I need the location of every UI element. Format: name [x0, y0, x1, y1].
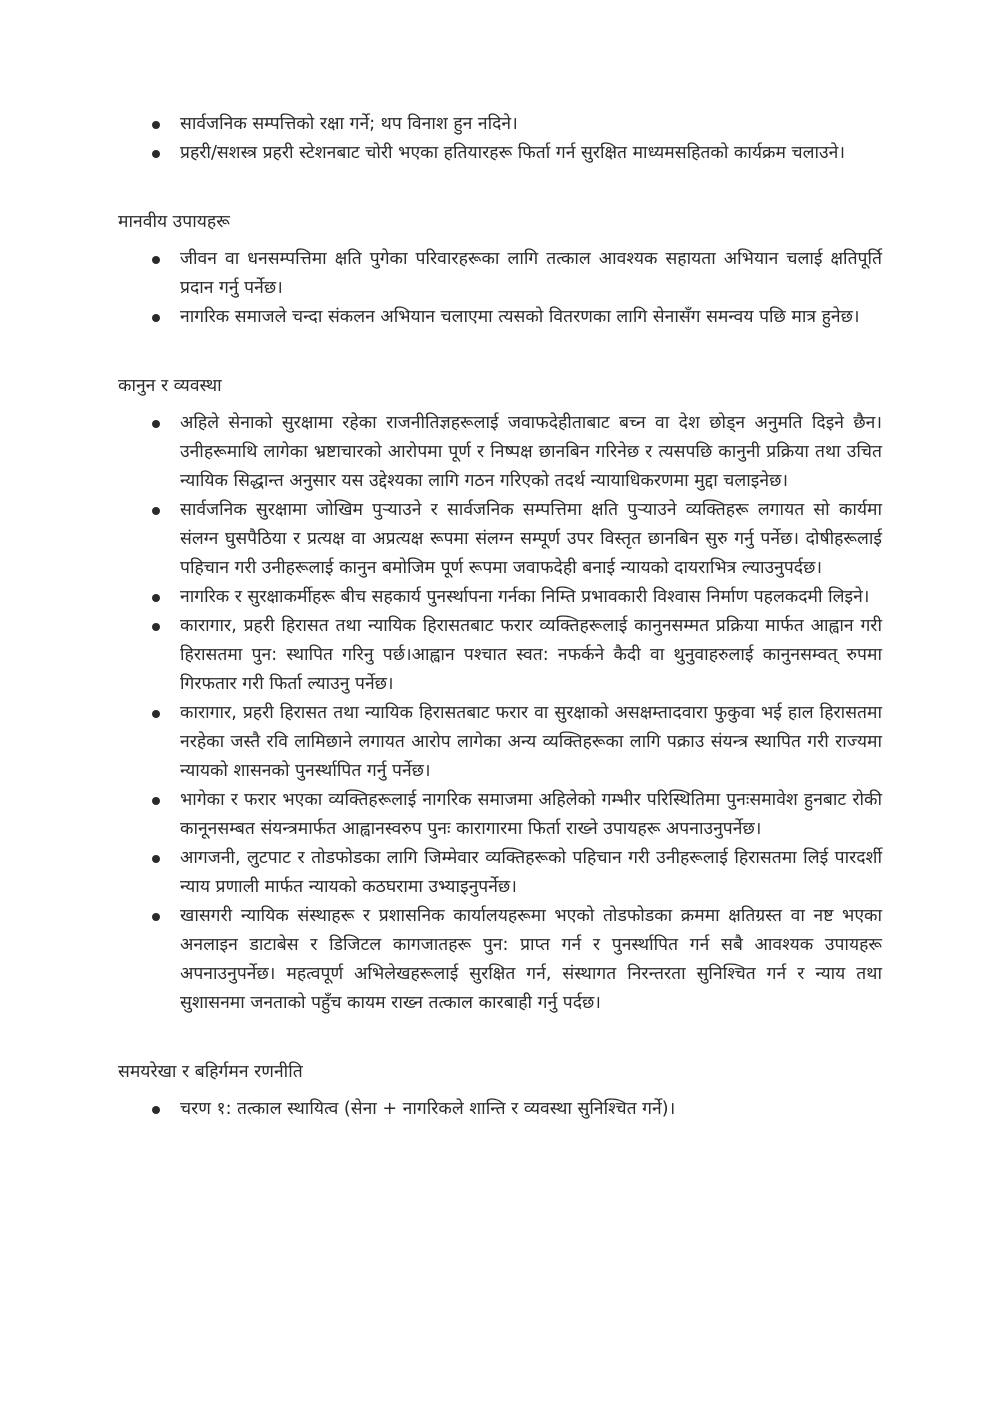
bullet-icon: [152, 121, 160, 129]
list-item: [180, 612, 882, 699]
list-item-text: चरण १: तत्काल स्थायित्व (सेना + नागरिकले शान्ति र व्यवस्था सुनिश्चित गर्ने)।: [180, 1099, 676, 1119]
section-heading-law-order: कानुन र व्यवस्था: [118, 376, 222, 396]
list-item-text: खासगरी न्यायिक संस्थाहरू र प्रशासनिक कार्यालयहरूमा भएको तोडफोडका क्रममा क्षतिग्रस्त वा नष्ट भएका अनलाइन डाटाबेस र डिजिटल कागजातहरू पुन: प्राप्त गर्न र पुनर्स्थापित गर्न सबै आवश्यक उपायहरू अपनाउनुपर्नेछ। महत्वपूर्ण अभिलेखहरूलाई सुरक्षित गर्न, संस्थागत निरन्तरता सुनिश्चित गर्न र न्याय तथा सुशासनमा जनताको पहुँच कायम राख्न तत्काल कारबाही गर्नु पर्दछ।: [180, 906, 882, 1013]
list-item-text: नागरिक र सुरक्षाकर्मीहरू बीच सहकार्य पुनर्स्थापना गर्नका निम्ति प्रभावकारी विश्वास निर्माण पहलकदमी लिइने।: [180, 587, 870, 607]
list-item: [180, 1095, 882, 1124]
humanitarian-bullet-list: [118, 245, 882, 332]
bullet-icon: [152, 314, 160, 322]
list-item-text: कारागार, प्रहरी हिरासत तथा न्यायिक हिरासतबाट फरार वा सुरक्षाको असक्षम्तादवारा फुकुवा भई हाल हिरासतमा नरहेका जस्तै रवि लामिछाने लगायत आरोप लागेका अन्य व्यक्तिहरूका लागि पक्राउ संयन्त्र स्थापित गरी राज्यमा न्यायको शासनको पुनर्स्थापित गर्नु पर्नेछ।: [180, 703, 882, 781]
bullet-icon: [152, 913, 160, 921]
section-heading-timeline: समयरेखा र बहिर्गमन रणनीति: [118, 1062, 303, 1082]
list-item: [180, 583, 882, 612]
list-item: [180, 844, 882, 902]
list-item-text: सार्वजनिक सुरक्षामा जोखिम पुर्‍याउने र सार्वजनिक सम्पत्तिमा क्षति पुर्‍याउने व्यक्तिहरू लगायत सो कार्यमा संलग्न घुसपैठिया र प्रत्यक्ष वा अप्रत्यक्ष रूपमा संलग्न सम्पूर्ण उपर विस्तृत छानबिन सुरु गर्नु पर्नेछ। दोषीहरूलाई पहिचान गरी उनीहरूलाई कानुन बमोजिम पूर्ण रूपमा जवाफदेही बनाई न्यायको दायराभित्र ल्याउनुपर्दछ।: [180, 500, 882, 578]
list-item-text: आगजनी, लुटपाट र तोडफोडका लागि जिम्मेवार व्यक्तिहरूको पहिचान गरी उनीहरूलाई हिरासतमा लिई पारदर्शी न्याय प्रणाली मार्फत न्यायको कठघरामा उभ्याइनुपर्नेछ।: [180, 848, 882, 897]
bullet-icon: [152, 1106, 160, 1114]
bullet-icon: [152, 150, 160, 158]
law-order-bullet-list: [118, 409, 882, 1018]
list-item-text: अहिले सेनाको सुरक्षामा रहेका राजनीतिज्ञहरूलाई जवाफदेहीताबाट बच्न वा देश छोड्न अनुमति दिइने छैन। उनीहरूमाथि लागेका भ्रष्टाचारको आरोपमा पूर्ण र निष्पक्ष छानबिन गरिनेछ र त्यसपछि कानुनी प्रक्रिया तथा उचित न्यायिक सिद्धान्त अनुसार यस उद्देश्यका लागि गठन गरिएको तदर्थ न्यायाधिकरणमा मुद्दा चलाइनेछ।: [180, 413, 882, 491]
bullet-icon: [152, 710, 160, 718]
list-item: [180, 110, 882, 139]
bullet-icon: [152, 420, 160, 428]
section-heading-humanitarian: मानवीय उपायहरू: [118, 212, 230, 232]
list-item-text: प्रहरी/सशस्त्र प्रहरी स्टेशनबाट चोरी भएका हतियारहरू फिर्ता गर्न सुरक्षित माध्यमसहितको कार्यक्रम चलाउने।: [180, 143, 845, 163]
list-item-text: जीवन वा धनसम्पत्तिमा क्षति पुगेका परिवारहरूका लागि तत्काल आवश्यक सहायता अभियान चलाई क्षतिपूर्ति प्रदान गर्नु पर्नेछ।: [180, 249, 882, 298]
list-item: [180, 496, 882, 583]
list-item: [180, 303, 882, 332]
timeline-bullet-list: [118, 1095, 882, 1124]
list-item: [180, 245, 882, 303]
list-item: [180, 902, 882, 1018]
list-item-text: नागरिक समाजले चन्दा संकलन अभियान चलाएमा त्यसको वितरणका लागि सेनासँग समन्वय पछि मात्र हुनेछ।: [180, 307, 860, 327]
list-item: [180, 139, 882, 168]
bullet-icon: [152, 855, 160, 863]
bullet-icon: [152, 594, 160, 602]
list-item-text: सार्वजनिक सम्पत्तिको रक्षा गर्ने; थप विनाश हुन नदिने।: [180, 114, 518, 134]
bullet-icon: [152, 623, 160, 631]
list-item: [180, 409, 882, 496]
bullet-icon: [152, 507, 160, 515]
bullet-icon: [152, 256, 160, 264]
list-item-text: भागेका र फरार भएका व्यक्तिहरूलाई नागरिक समाजमा अहिलेको गम्भीर परिस्थितिमा पुनःसमावेश हुनबाट रोकी कानूनसम्बत संयन्त्रमार्फत आह्वानस्वरुप पुनः कारागारमा फिर्ता राख्ने उपायहरू अपनाउनुपर्नेछ।: [180, 790, 882, 839]
bullet-icon: [152, 797, 160, 805]
list-item-text: कारागार, प्रहरी हिरासत तथा न्यायिक हिरासतबाट फरार व्यक्तिहरूलाई कानुनसम्मत प्रक्रिया मार्फत आह्वान गरी हिरासतमा पुन: स्थापित गरिनु पर्छ।आह्वान पश्चात स्वत: नफर्कने कैदी वा थुनुवाहरुलाई कानुनसम्वत् रुपमा गिरफतार गरी फिर्ता ल्याउनु पर्नेछ।: [180, 616, 882, 694]
intro-bullet-list: [118, 110, 882, 168]
list-item: [180, 699, 882, 786]
list-item: [180, 786, 882, 844]
